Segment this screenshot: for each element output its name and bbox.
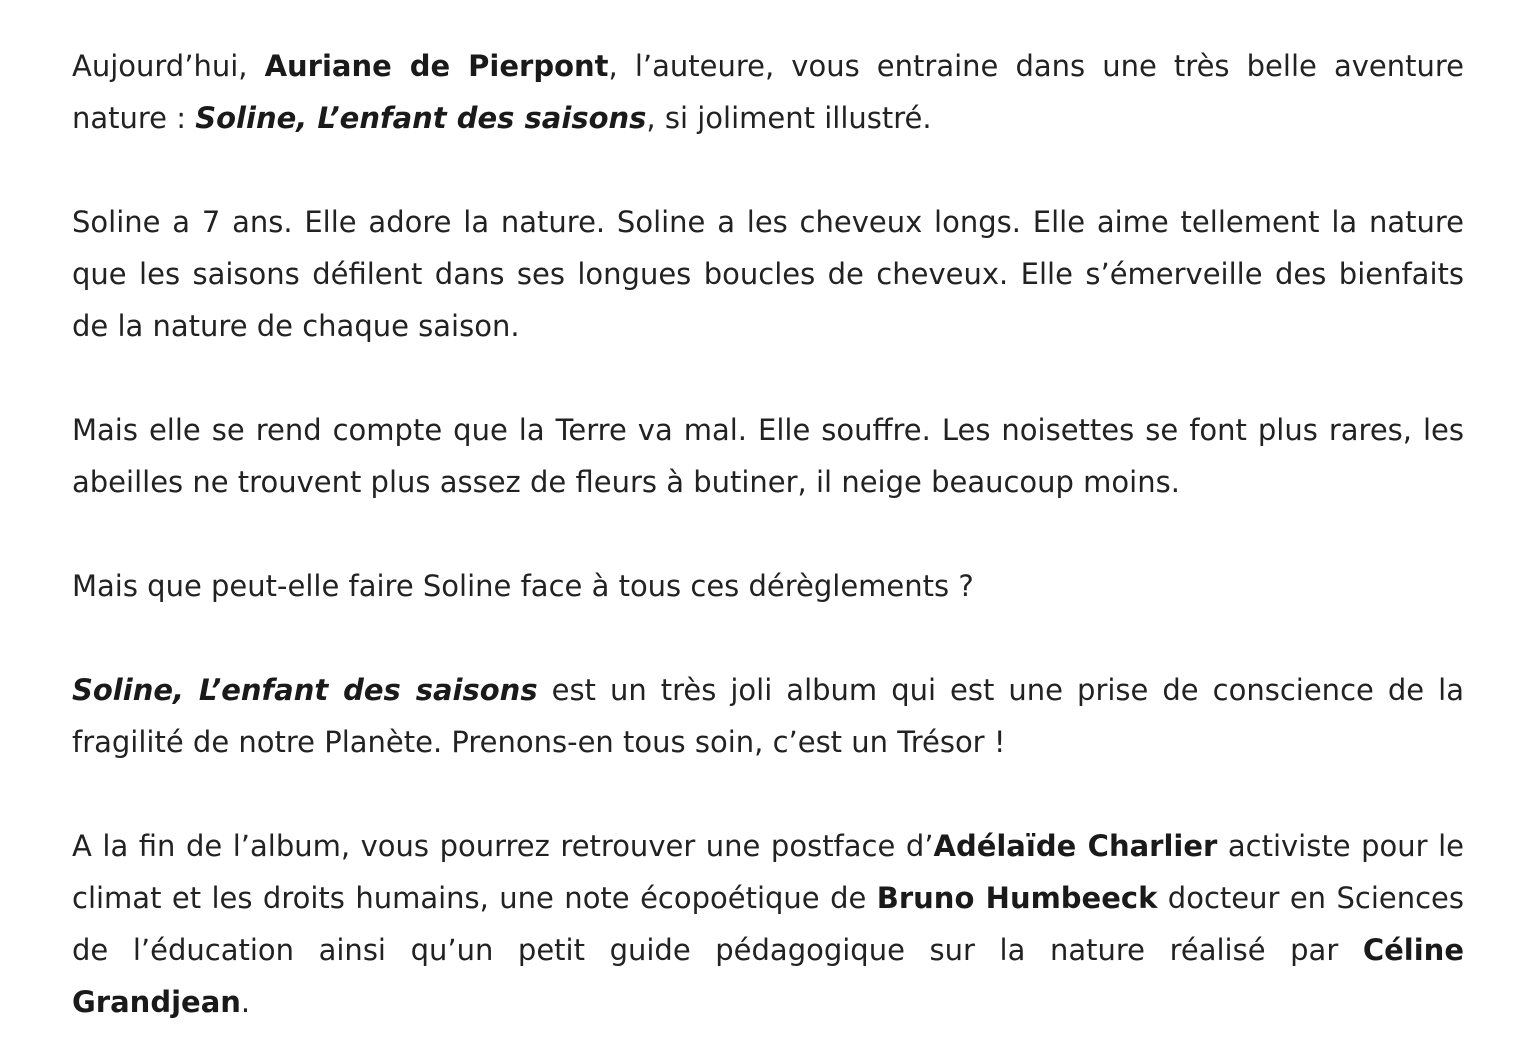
book-title-text: Soline, L’enfant des saisons [72,673,538,707]
book-title-text: Soline, L’enfant des saisons [195,101,647,135]
intro-text-3: , si joliment illustré. [646,101,932,135]
paragraph-soline: Soline a 7 ans. Elle adore la nature. Soline a les cheveux longs. Elle aime tellement la nature que les saisons défilent dans ses longues boucles de cheveux. Elle s’émerveille des bienfaits de la nature de chaque saison. [72,205,1464,343]
paragraph-intro [72,40,1464,144]
postface-author: Adélaïde Charlier [933,829,1218,863]
paragraph-credits [72,820,1464,1028]
ecopoetic-note-author: Bruno Humbeeck [876,881,1158,915]
book-title [72,673,538,707]
article-body [72,40,1464,1028]
guide-author: Céline Grandjean [72,933,1464,1019]
credits-text-2: activiste pour le climat et les droits humains, une note écopoétique de [72,829,1464,915]
paragraph-album [72,664,1464,768]
paragraph-earth: Mais elle se rend compte que la Terre va mal. Elle souffre. Les noisettes se font plus rares, les abeilles ne trouvent plus assez de fleurs à butiner, il neige beaucoup moins. [72,413,1464,499]
book-title [195,101,646,135]
intro-text-2: , l’auteure, vous entraine dans une très belle aventure nature : [72,49,1464,135]
credits-text-4: . [240,985,251,1019]
paragraph-question: Mais que peut-elle faire Soline face à tous ces dérèglements ? [72,569,974,603]
credits-text-1: A la fin de l’album, vous pourrez retrouver une postface d’ [72,829,934,863]
intro-text-1: Aujourd’hui, [72,49,265,83]
album-text: est un très joli album qui est une prise de conscience de la fragilité de notre Planète. Prenons-en tous soin, c’est un Trésor ! [72,673,1464,759]
credits-text-3: docteur en Sciences de l’éducation ainsi qu’un petit guide pédagogique sur la nature réalisé par [72,881,1464,967]
author-name: Auriane de Pierpont [264,49,609,83]
